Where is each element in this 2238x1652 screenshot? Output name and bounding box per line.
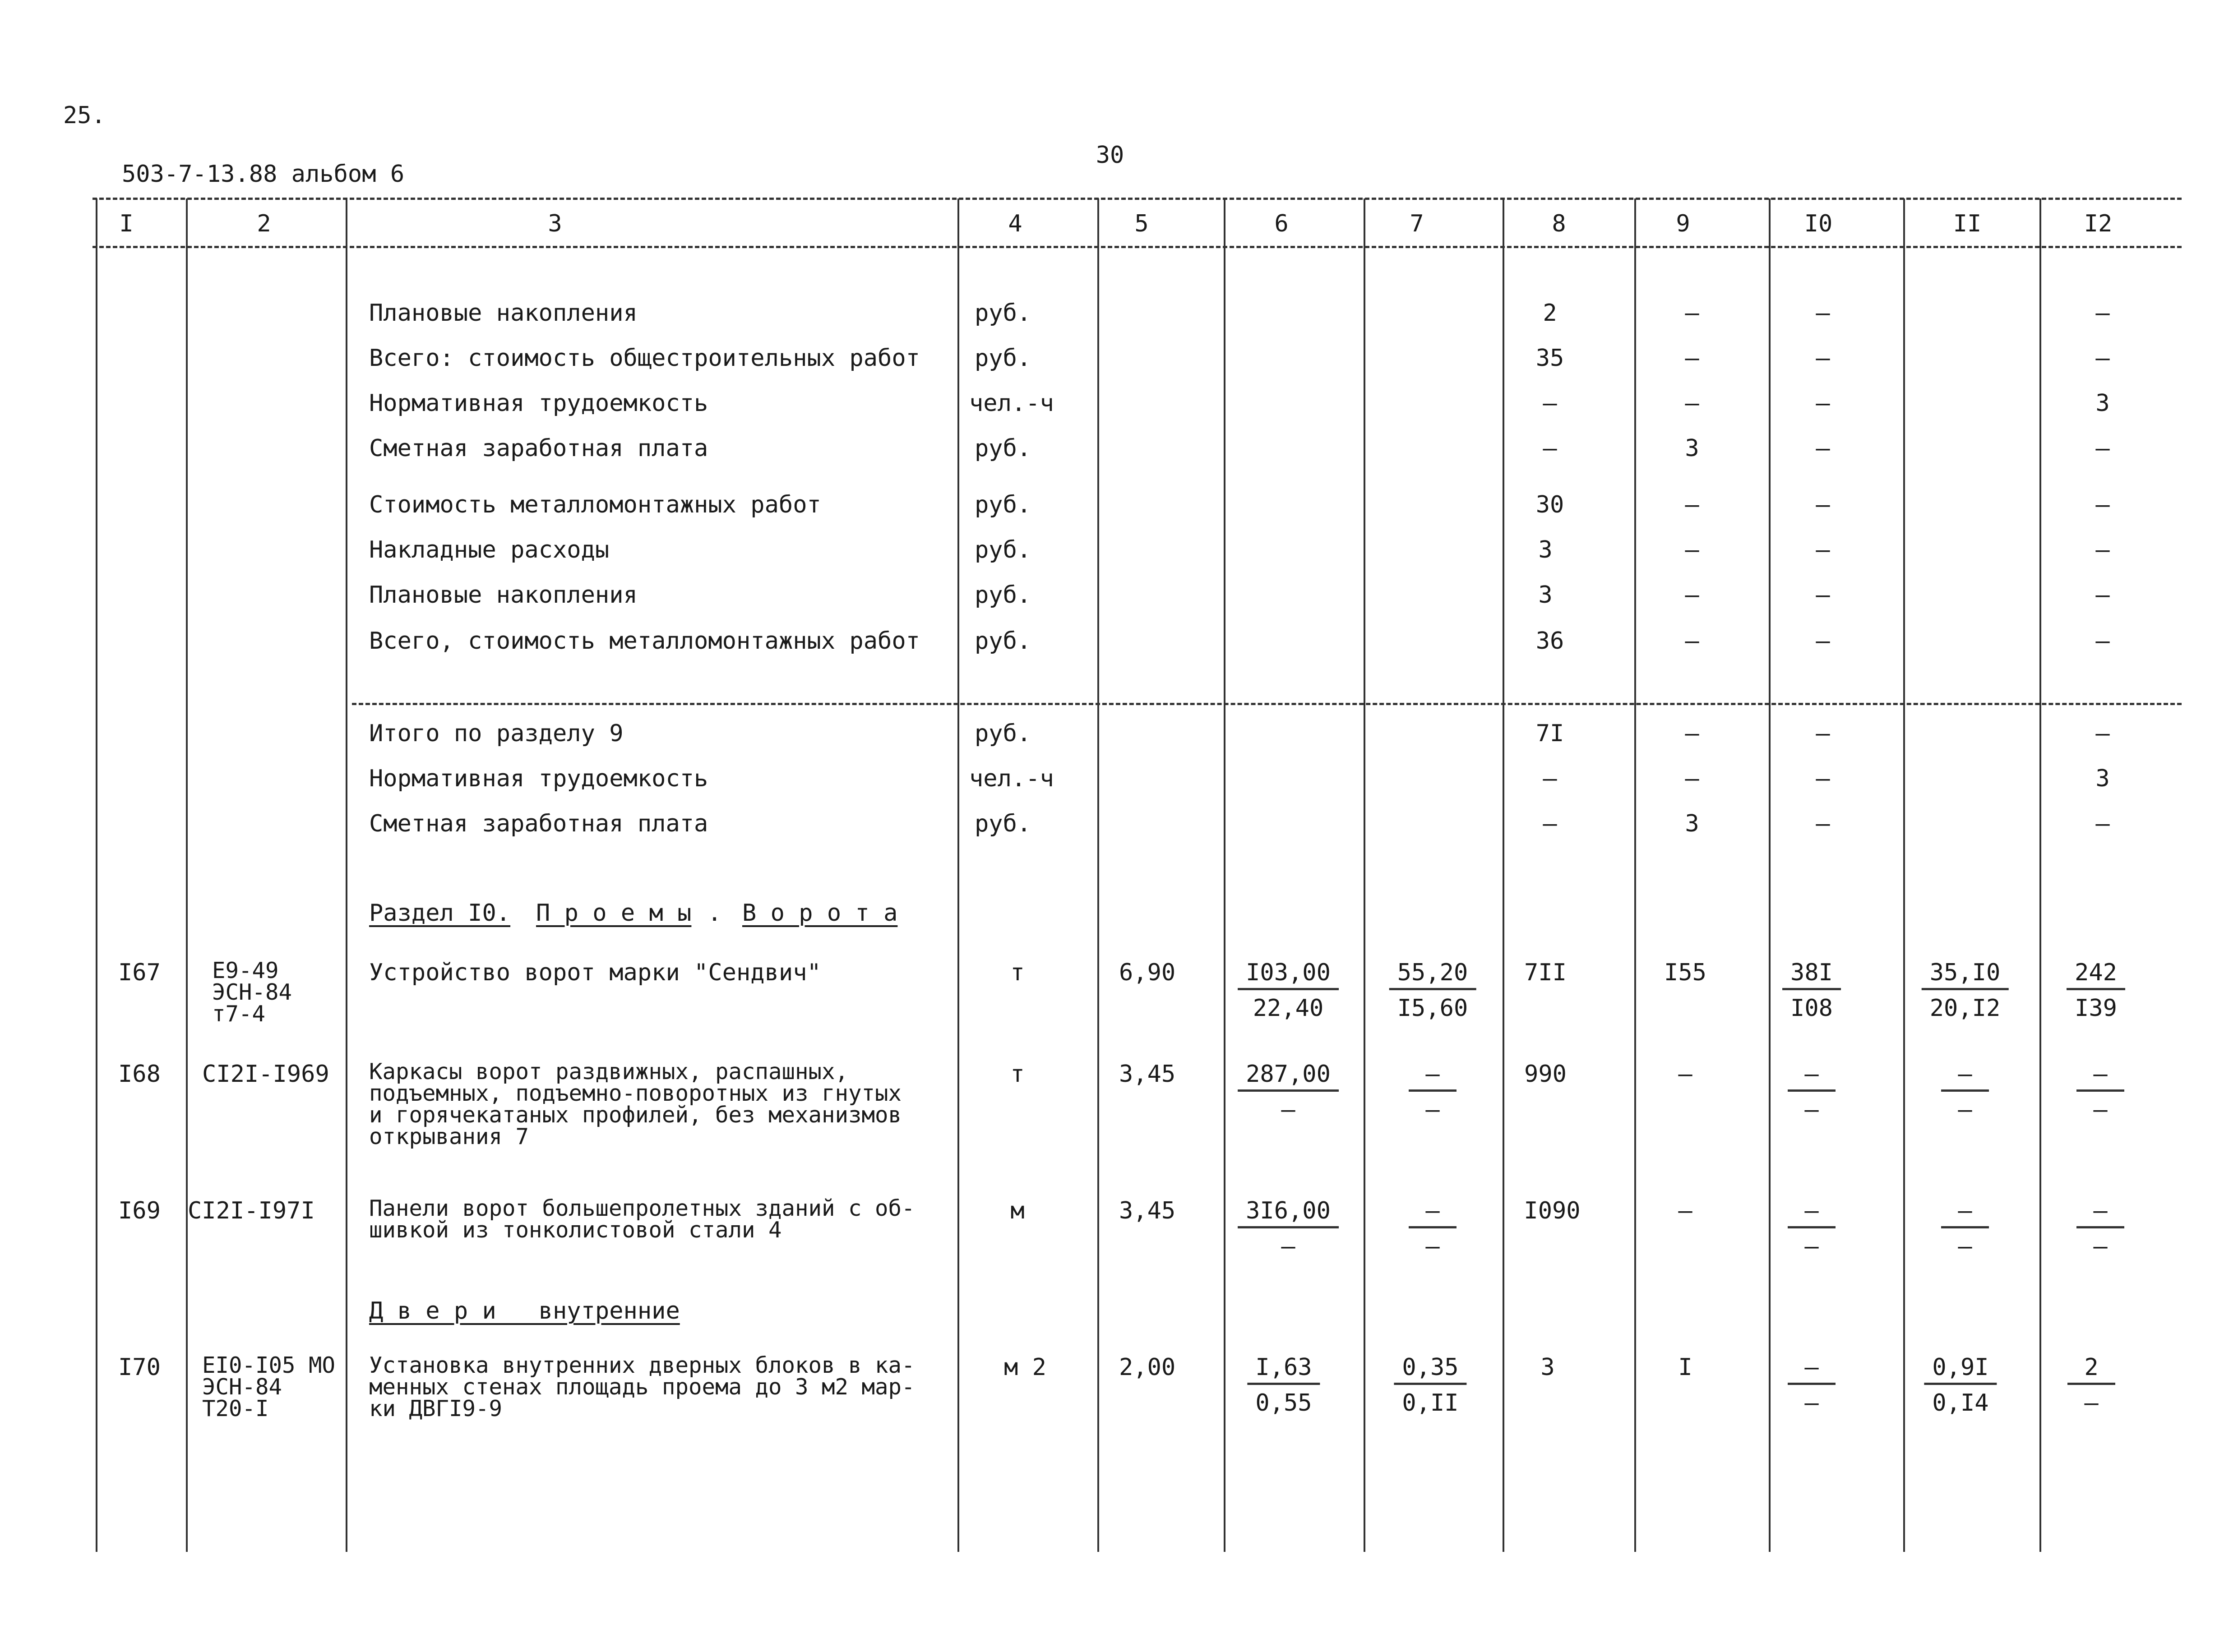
section-word-2: В о р о т а (742, 900, 898, 927)
cell-col10: – (1816, 390, 1830, 417)
numerator: – (1788, 1356, 1836, 1385)
numerator: – (1941, 1062, 1989, 1092)
cell-col10: – (1816, 765, 1830, 792)
item-code: ЕI0-I05 МО ЭСН-84 Т20-I (202, 1352, 336, 1421)
cell-col8: 30 (1535, 491, 1564, 518)
row-label: Плановые накопления (369, 581, 638, 609)
document-code: 503-7-13.88 альбом 6 (122, 161, 405, 188)
subsection-title: Д в е р и внутренние (369, 1297, 680, 1324)
denominator: 20,I2 (1929, 995, 2001, 1022)
row-unit: руб. (975, 720, 1031, 747)
numerator: 55,20 (1389, 961, 1476, 990)
cell-col6-fraction (1238, 1199, 1339, 1258)
cell-col10: – (1816, 536, 1830, 563)
cell-col9: – (1685, 300, 1699, 327)
cell-col7-fraction (1409, 1062, 1457, 1121)
item-number: I68 (118, 1061, 161, 1088)
column-header: 9 (1676, 210, 1690, 237)
numerator: 3I6,00 (1238, 1199, 1339, 1228)
item-quantity: 2,00 (1119, 1354, 1176, 1381)
row-label: Сметная заработная плата (369, 435, 708, 462)
section-word-1: П р о е м ы (536, 900, 692, 927)
row-label: Итого по разделу 9 (369, 720, 624, 747)
denominator: – (1281, 1096, 1295, 1123)
item-unit: т (1010, 1061, 1025, 1088)
numerator: 287,00 (1238, 1062, 1339, 1092)
cell-col9: – (1685, 345, 1699, 372)
column-header: I2 (2084, 210, 2113, 237)
cell-col12: – (2095, 435, 2110, 462)
cell-col7-fraction (1389, 961, 1476, 1020)
row-unit: чел.-ч (969, 765, 1054, 792)
cell-col11-fraction (1924, 1356, 1997, 1415)
row-label: Нормативная трудоемкость (369, 390, 708, 417)
item-quantity: 6,90 (1119, 959, 1176, 986)
item-unit: м (1010, 1197, 1025, 1224)
numerator: 0,35 (1394, 1356, 1466, 1385)
cell-col8: 3 (1538, 581, 1553, 609)
denominator: 0,II (1402, 1389, 1459, 1417)
page-index: 25. (63, 102, 106, 129)
column-header: 3 (548, 210, 562, 237)
numerator: I,63 (1247, 1356, 1320, 1385)
denominator: – (1281, 1233, 1295, 1260)
column-header: 4 (1008, 210, 1022, 237)
cell-col8: 7II (1524, 959, 1567, 986)
cell-col8: – (1543, 435, 1557, 462)
cell-col10: – (1816, 491, 1830, 518)
denominator: – (1425, 1096, 1440, 1123)
cell-col12: – (2095, 491, 2110, 518)
cell-col9: – (1685, 536, 1699, 563)
cell-col6-fraction (1247, 1356, 1320, 1415)
item-code: СI2I-I969 (202, 1061, 329, 1088)
item-quantity: 3,45 (1119, 1061, 1176, 1088)
cell-col9: – (1678, 1061, 1692, 1088)
denominator: – (1804, 1096, 1819, 1123)
numerator: – (1788, 1199, 1836, 1228)
cell-col10: – (1816, 720, 1830, 747)
cell-col9: – (1685, 491, 1699, 518)
section-prefix: Раздел I0. (369, 900, 511, 927)
item-number: I69 (118, 1197, 161, 1224)
numerator: – (2076, 1062, 2124, 1092)
row-label: Плановые накопления (369, 300, 638, 327)
numerator: 38I (1782, 961, 1841, 990)
cell-col12-fraction (2076, 1062, 2124, 1121)
cell-col8: 3 (1538, 536, 1553, 563)
column-header: 5 (1134, 210, 1149, 237)
row-label: Сметная заработная плата (369, 810, 708, 837)
numerator: 0,9I (1924, 1356, 1997, 1385)
cell-col11-fraction (1922, 961, 2009, 1020)
cell-col10: – (1816, 345, 1830, 372)
cell-col8: 3 (1540, 1354, 1555, 1381)
cell-col7-fraction (1409, 1199, 1457, 1258)
column-header: II (1953, 210, 1982, 237)
row-unit: руб. (975, 491, 1031, 518)
cell-col12: – (2095, 345, 2110, 372)
cell-col10-fraction (1788, 1199, 1836, 1258)
cell-col12: – (2095, 628, 2110, 655)
cell-col6-fraction (1238, 961, 1339, 1020)
cell-col12: – (2095, 810, 2110, 837)
column-header: 7 (1410, 210, 1424, 237)
cell-col11-fraction (1941, 1062, 1989, 1121)
cell-col10-fraction (1788, 1356, 1836, 1415)
cell-col8: 35 (1535, 345, 1564, 372)
section-separator: . (707, 900, 722, 927)
denominator: 0,55 (1255, 1389, 1312, 1417)
cell-col9: – (1685, 628, 1699, 655)
numerator: – (2076, 1199, 2124, 1228)
cell-col12: – (2095, 536, 2110, 563)
cell-col8: – (1543, 810, 1557, 837)
item-name: Установка внутренних дверных блоков в ка- менных стенах площадь проема до 3 м2 мар- ки ДВГI9-9 (369, 1352, 915, 1421)
cell-col8: – (1543, 765, 1557, 792)
numerator: 35,I0 (1922, 961, 2009, 990)
denominator: 0,I4 (1932, 1389, 1989, 1417)
cell-col9: I (1678, 1354, 1692, 1381)
cell-col6-fraction (1238, 1062, 1339, 1121)
cell-col8: I090 (1524, 1197, 1581, 1224)
item-name: Панели ворот большепролетных зданий с об- шивкой из тонколистовой стали 4 (369, 1195, 915, 1243)
cell-col8: – (1543, 390, 1557, 417)
cell-col12: – (2095, 581, 2110, 609)
row-unit: руб. (975, 628, 1031, 655)
row-label: Стоимость металломонтажных работ (369, 491, 821, 518)
cell-col9: – (1678, 1197, 1692, 1224)
cell-col10: – (1816, 435, 1830, 462)
row-label: Всего, стоимость металломонтажных работ (369, 628, 920, 655)
item-unit: т (1010, 959, 1025, 986)
denominator: I5,60 (1397, 995, 1468, 1022)
cell-col10: – (1816, 628, 1830, 655)
item-number: I70 (118, 1354, 161, 1381)
denominator: – (1958, 1096, 1972, 1123)
numerator: – (1409, 1199, 1457, 1228)
denominator: – (2093, 1096, 2108, 1123)
numerator: – (1409, 1062, 1457, 1092)
denominator: – (1958, 1233, 1972, 1260)
denominator: – (1425, 1233, 1440, 1260)
cell-col9: – (1685, 765, 1699, 792)
column-header: I (119, 210, 134, 237)
column-header: 8 (1552, 210, 1566, 237)
row-label: Нормативная трудоемкость (369, 765, 708, 792)
cell-col9: 3 (1685, 810, 1699, 837)
cell-col8: 990 (1524, 1061, 1567, 1088)
cell-col9: 3 (1685, 435, 1699, 462)
column-header: I0 (1804, 210, 1833, 237)
row-unit: руб. (975, 536, 1031, 563)
item-number: I67 (118, 959, 161, 986)
cell-col12-fraction (2076, 1199, 2124, 1258)
item-code: СI2I-I97I (188, 1197, 315, 1224)
cell-col12: 3 (2095, 765, 2110, 792)
row-unit: руб. (975, 810, 1031, 837)
row-unit: чел.-ч (969, 390, 1054, 417)
cell-col12-fraction (2067, 1356, 2115, 1415)
denominator: – (2093, 1233, 2108, 1260)
cell-col12-fraction (2067, 961, 2125, 1020)
numerator: – (1788, 1062, 1836, 1092)
numerator: – (1941, 1199, 1989, 1228)
denominator: – (1804, 1233, 1819, 1260)
item-name: Устройство ворот марки "Сендвич" (369, 959, 821, 986)
page-number: 30 (1096, 142, 1124, 169)
cell-col10: – (1816, 810, 1830, 837)
numerator: 242 (2067, 961, 2125, 990)
cell-col9: I55 (1664, 959, 1706, 986)
denominator: 22,40 (1253, 995, 1324, 1022)
cell-col9: – (1685, 720, 1699, 747)
row-unit: руб. (975, 300, 1031, 327)
row-label: Всего: стоимость общестроительных работ (369, 345, 920, 372)
column-header: 6 (1274, 210, 1289, 237)
item-name: Каркасы ворот раздвижных, распашных, подъемных, подъемно-поворотных из гнутых и горячекатаных профилей, без механизмов открывания 7 (369, 1059, 902, 1149)
row-unit: руб. (975, 345, 1031, 372)
numerator: 2 (2067, 1356, 2115, 1385)
cell-col12: – (2095, 720, 2110, 747)
cell-col12: – (2095, 300, 2110, 327)
item-unit: м 2 (1004, 1354, 1046, 1381)
cell-col10-fraction (1782, 961, 1841, 1020)
item-code: Е9-49 ЭСН-84 т7-4 (212, 958, 292, 1027)
denominator: I39 (2075, 995, 2117, 1022)
cell-col8: 2 (1543, 300, 1557, 327)
denominator: I08 (1790, 995, 1833, 1022)
cell-col9: – (1685, 390, 1699, 417)
cell-col10: – (1816, 581, 1830, 609)
cell-col11-fraction (1941, 1199, 1989, 1258)
numerator: I03,00 (1238, 961, 1339, 990)
row-unit: руб. (975, 581, 1031, 609)
cell-col10-fraction (1788, 1062, 1836, 1121)
cell-col8: 36 (1535, 628, 1564, 655)
denominator: – (2084, 1389, 2099, 1417)
cell-col12: 3 (2095, 390, 2110, 417)
cell-col9: – (1685, 581, 1699, 609)
item-quantity: 3,45 (1119, 1197, 1176, 1224)
row-label: Накладные расходы (369, 536, 610, 563)
cell-col7-fraction (1394, 1356, 1466, 1415)
row-unit: руб. (975, 435, 1031, 462)
cell-col10: – (1816, 300, 1830, 327)
cell-col8: 7I (1535, 720, 1564, 747)
denominator: – (1804, 1389, 1819, 1417)
column-header: 2 (257, 210, 271, 237)
